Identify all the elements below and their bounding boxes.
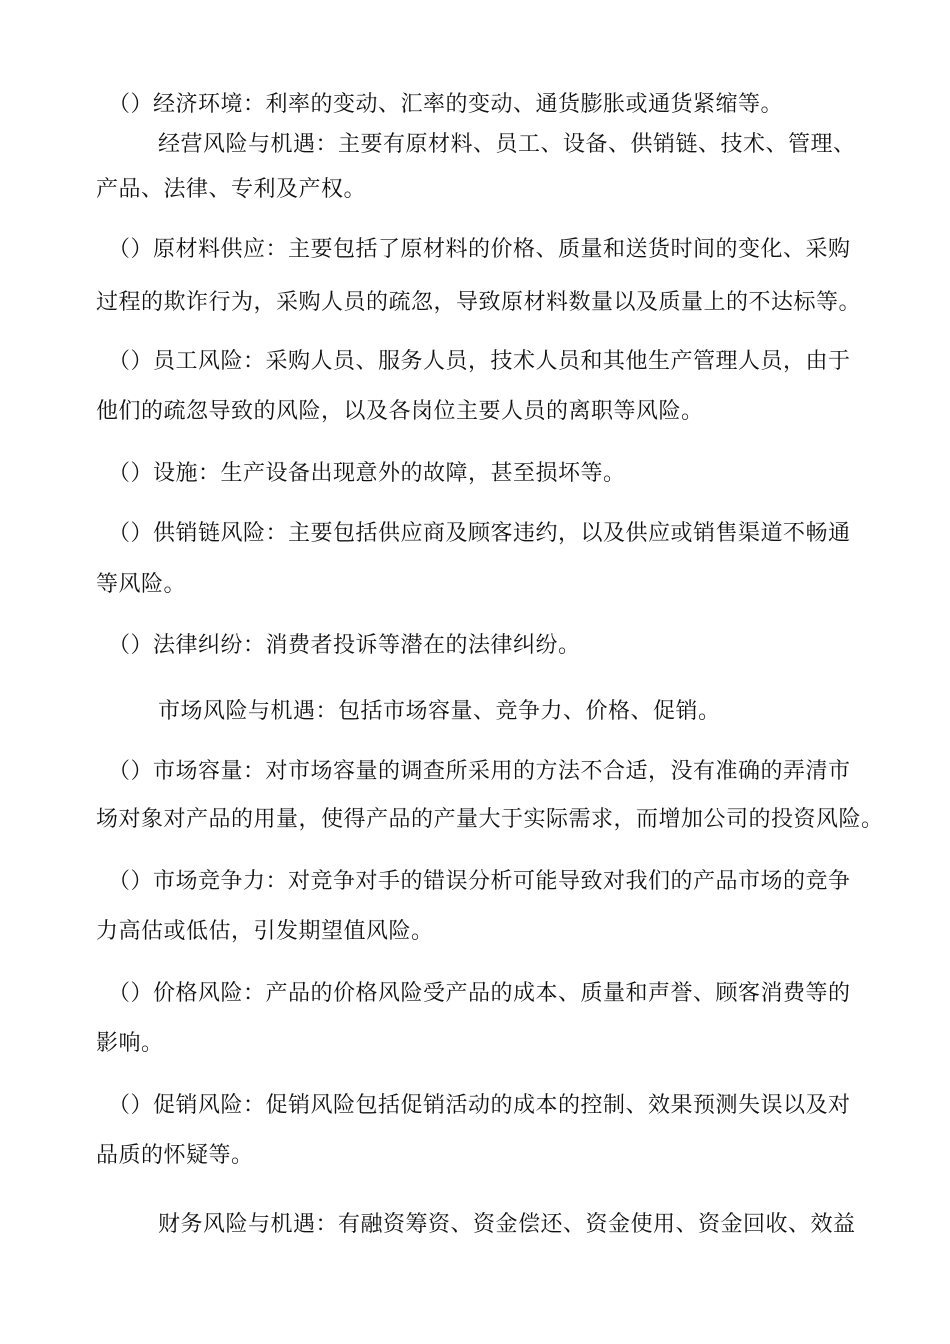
heading-financial-risk: 财务风险与机遇：有融资筹资、资金偿还、资金使用、资金回收、效益: [158, 1212, 856, 1237]
paragraph-employee-risk-cont: 他们的疏忽导致的风险，以及各岗位主要人员的离职等风险。: [96, 399, 704, 424]
paragraph-price-risk: （）价格风险：产品的价格风险受产品的成本、质量和声誉、顾客消费等的: [108, 981, 851, 1006]
paragraph-market-competitiveness-cont: 力高估或低估，引发期望值风险。: [96, 919, 434, 944]
paragraph-market-capacity-cont: 场对象对产品的用量，使得产品的产量大于实际需求，而增加公司的投资风险。: [96, 807, 884, 832]
paragraph-market-capacity: （）市场容量：对市场容量的调查所采用的方法不合适，没有准确的弄清市: [108, 759, 851, 784]
paragraph-promotion-risk: （）促销风险：促销风险包括促销活动的成本的控制、效果预测失误以及对: [108, 1093, 851, 1118]
heading-market-risk: 市场风险与机遇：包括市场容量、竞争力、价格、促销。: [158, 699, 721, 724]
paragraph-employee-risk: （）员工风险：采购人员、服务人员，技术人员和其他生产管理人员，由于: [108, 349, 851, 374]
heading-operating-risk: 经营风险与机遇：主要有原材料、员工、设备、供销链、技术、管理、: [158, 132, 856, 157]
paragraph-legal-disputes: （）法律纠纷：消费者投诉等潜在的法律纠纷。: [108, 633, 581, 658]
paragraph-supply-chain-risk: （）供销链风险：主要包括供应商及顾客违约，以及供应或销售渠道不畅通: [108, 521, 851, 546]
paragraph-facilities: （）设施：生产设备出现意外的故障，甚至损坏等。: [108, 461, 626, 486]
paragraph-price-risk-cont: 影响。: [96, 1031, 164, 1056]
paragraph-market-competitiveness: （）市场竞争力：对竞争对手的错误分析可能导致对我们的产品市场的竞争: [108, 869, 851, 894]
paragraph-economic-environment: （）经济环境：利率的变动、汇率的变动、通货膨胀或通货紧缩等。: [108, 92, 784, 117]
paragraph-promotion-risk-cont: 品质的怀疑等。: [96, 1143, 254, 1168]
heading-operating-risk-cont: 产品、法律、专利及产权。: [96, 177, 367, 202]
paragraph-supply-chain-risk-cont: 等风险。: [96, 572, 187, 597]
paragraph-raw-material-supply-cont: 过程的欺诈行为，采购人员的疏忽，导致原材料数量以及质量上的不达标等。: [96, 290, 862, 315]
paragraph-raw-material-supply: （）原材料供应：主要包括了原材料的价格、质量和送货时间的变化、采购: [108, 237, 851, 262]
